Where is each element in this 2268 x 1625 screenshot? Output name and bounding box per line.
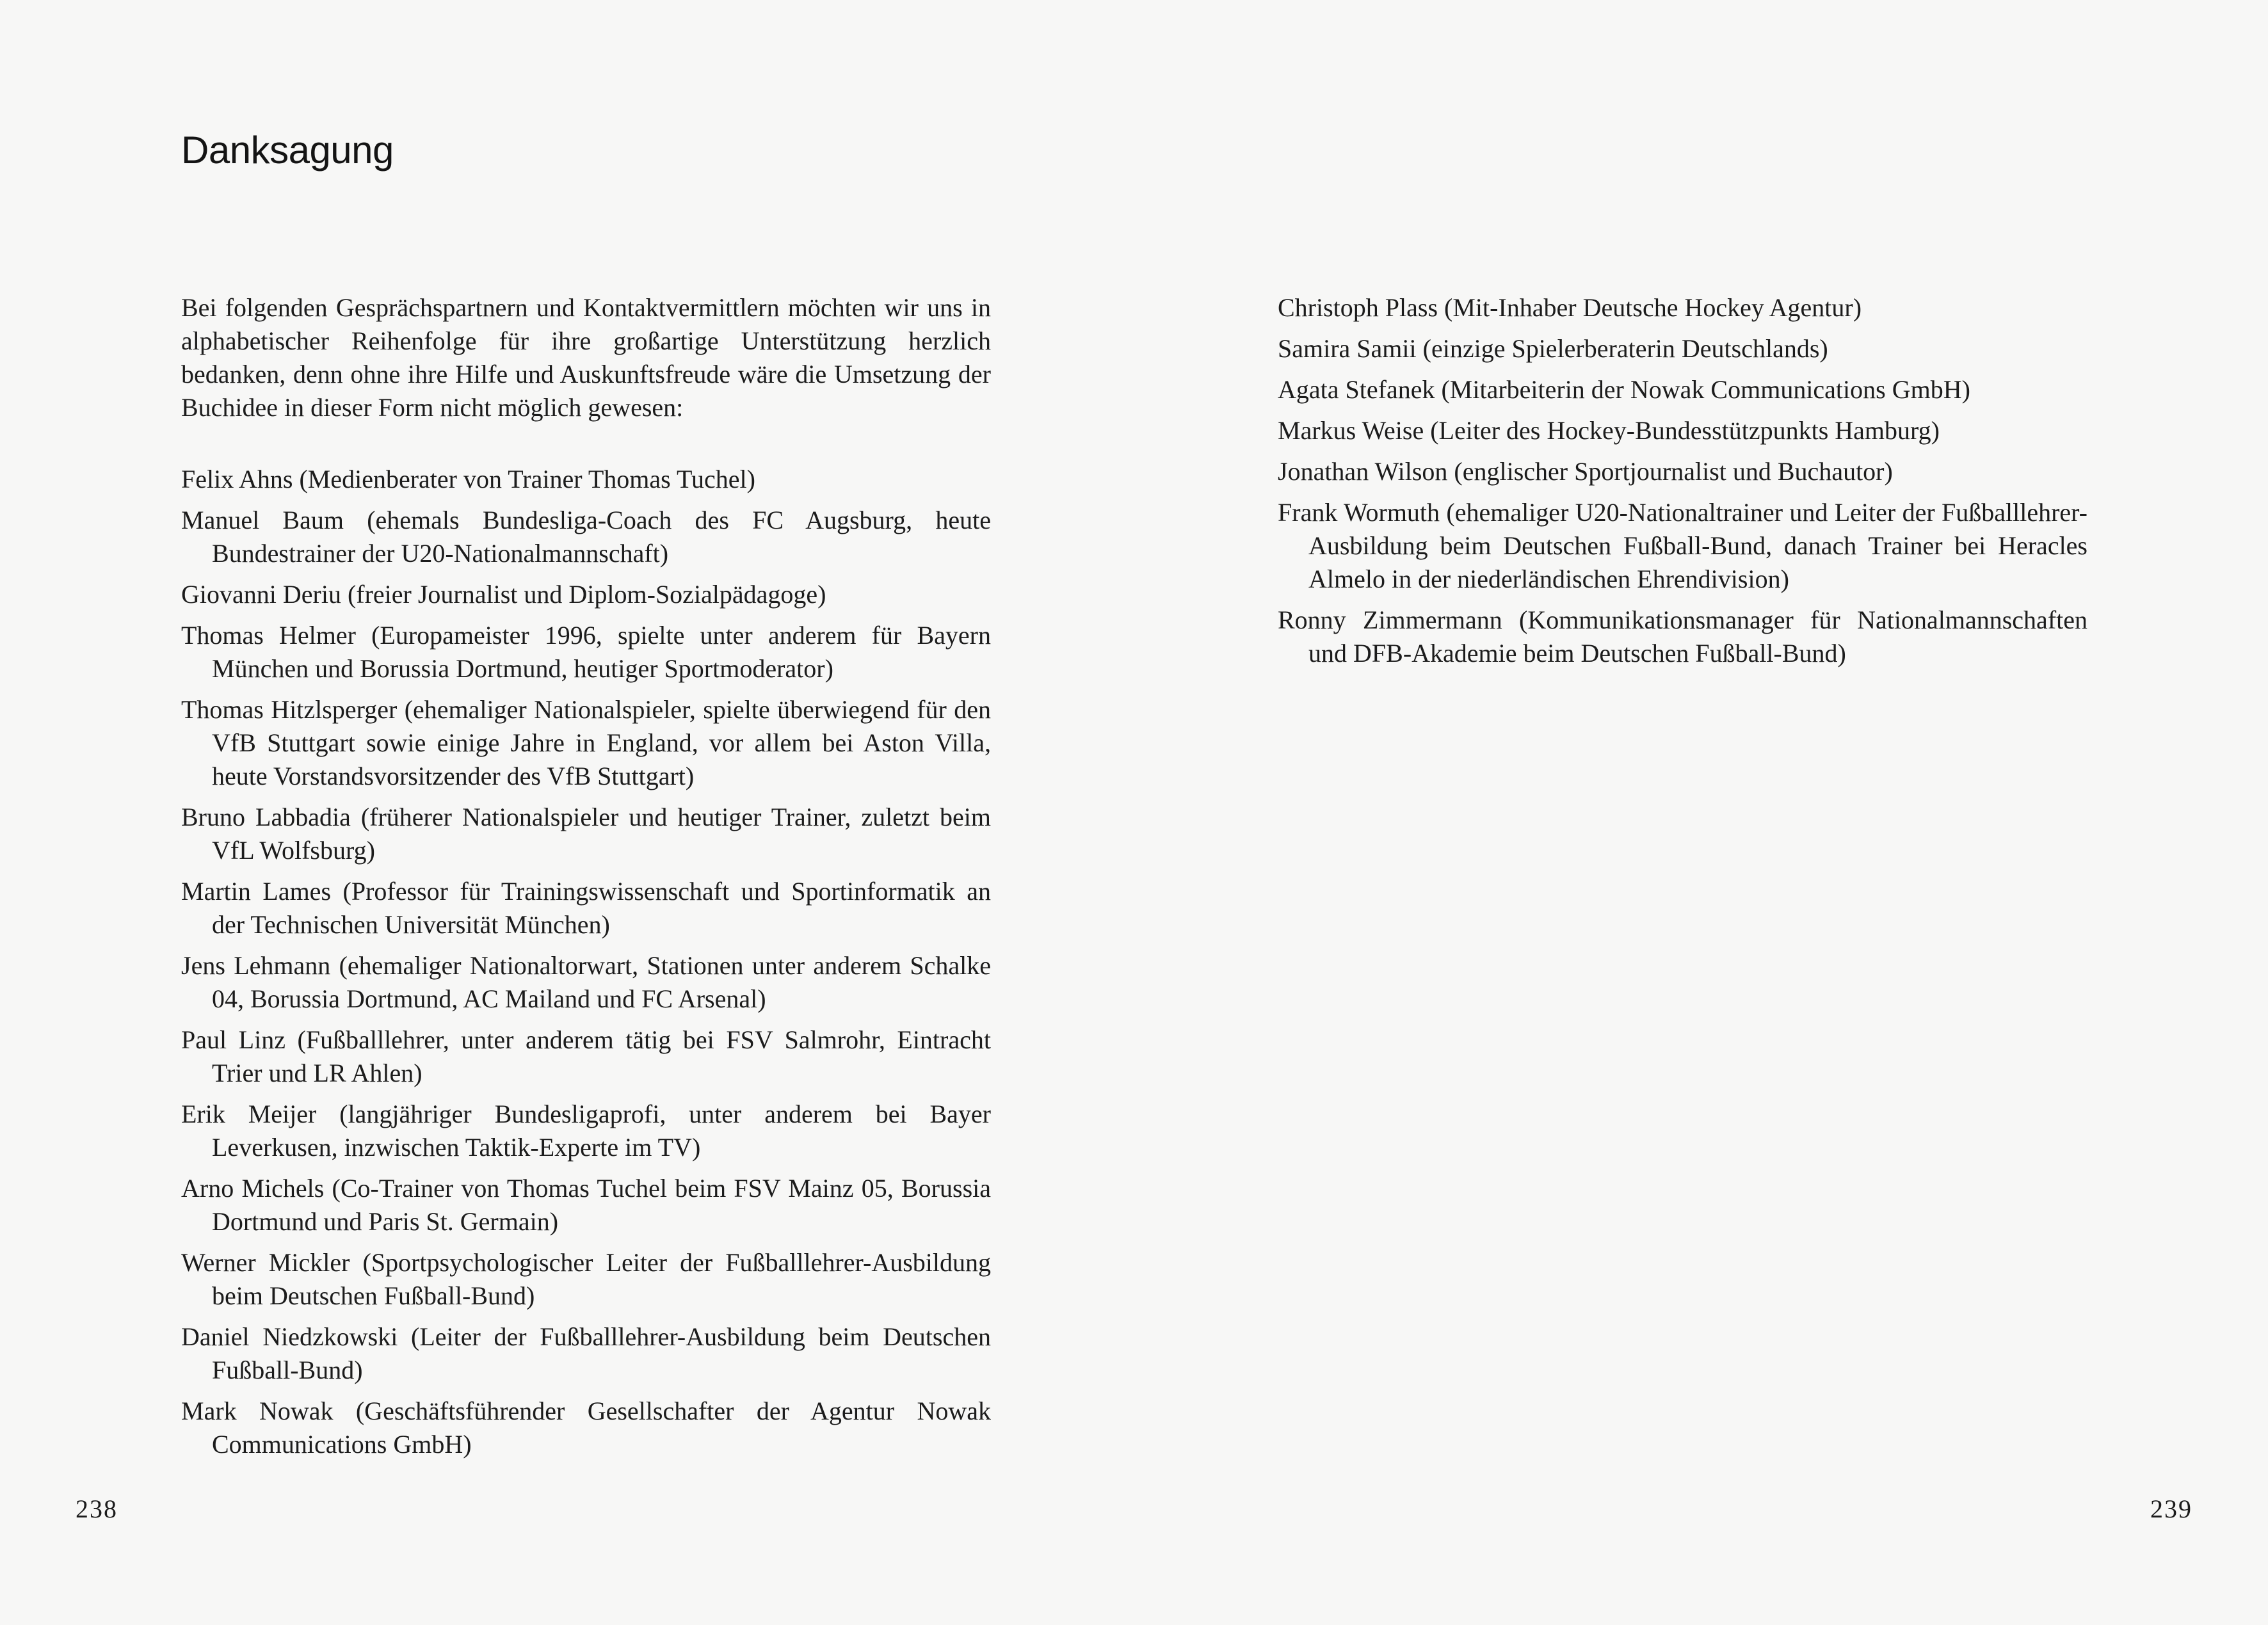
- acknowledgement-entry: Manuel Baum (ehemals Bundesliga-Coach des FC Augsburg, heute Bundestrainer der U20-Nationalmannschaft): [181, 506, 991, 568]
- acknowledgement-entry: Thomas Hitzlsperger (ehemaliger Nationalspieler, spielte überwiegend für den VfB Stuttgart sowie einige Jahre in England, vor allem bei Aston Villa, heute Vorstandsvorsitzender des VfB Stuttgart): [181, 695, 991, 790]
- acknowledgement-entry: Markus Weise (Leiter des Hockey-Bundesstützpunkts Hamburg): [1278, 416, 1940, 445]
- acknowledgement-entry: Martin Lames (Professor für Trainingswissenschaft und Sportinformatik an der Technischen Universität München): [181, 877, 991, 939]
- acknowledgement-entry: Giovanni Deriu (freier Journalist und Diplom-Sozialpädagoge): [181, 580, 826, 609]
- acknowledgement-entry: Jens Lehmann (ehemaliger Nationaltorwart, Stationen unter anderem Schalke 04, Borussia Dortmund, AC Mailand und FC Arsenal): [181, 951, 991, 1013]
- acknowledgement-entry: Paul Linz (Fußballlehrer, unter anderem tätig bei FSV Salmrohr, Eintracht Trier und LR Ahlen): [181, 1025, 991, 1087]
- acknowledgement-entry: Frank Wormuth (ehemaliger U20-Nationaltrainer und Leiter der Fußballlehrer-Ausbildung beim Deutschen Fußball-Bund, danach Trainer bei Heracles Almelo in der niederländischen Ehrendivision): [1278, 498, 2087, 593]
- acknowledgement-entry: Thomas Helmer (Europameister 1996, spielte unter anderem für Bayern München und Borussia Dortmund, heutiger Sportmoderator): [181, 621, 991, 683]
- acknowledgement-entry: Felix Ahns (Medienberater von Trainer Thomas Tuchel): [181, 465, 755, 493]
- acknowledgement-entry: Werner Mickler (Sportpsychologischer Leiter der Fußballlehrer-Ausbildung beim Deutschen Fußball-Bund): [181, 1248, 991, 1310]
- right-page: [1134, 0, 2268, 1625]
- page-number-right: 239: [2150, 1494, 2192, 1523]
- acknowledgement-entry: Jonathan Wilson (englischer Sportjournalist und Buchautor): [1278, 457, 1893, 486]
- acknowledgement-entry: Arno Michels (Co-Trainer von Thomas Tuchel beim FSV Mainz 05, Borussia Dortmund und Paris St. Germain): [181, 1174, 991, 1236]
- acknowledgement-entry: Samira Samii (einzige Spielerberaterin Deutschlands): [1278, 334, 1828, 363]
- acknowledgement-entry: Agata Stefanek (Mitarbeiterin der Nowak Communications GmbH): [1278, 375, 1970, 404]
- acknowledgement-entry: Christoph Plass (Mit-Inhaber Deutsche Hockey Agentur): [1278, 293, 1862, 322]
- intro-paragraph: Bei folgenden Gesprächspartnern und Kontaktvermittlern möchten wir uns in alphabetischer Reihenfolge für ihre großartige Unterstützung herzlich bedanken, denn ohne ihre Hilfe und Auskunftsfreude wäre die Umsetzung der Buchidee in dieser Form nicht möglich gewesen:: [181, 293, 991, 422]
- acknowledgement-entry: Ronny Zimmermann (Kommunikationsmanager für Nationalmannschaften und DFB-Akademie beim Deutschen Fußball-Bund): [1278, 605, 2087, 668]
- acknowledgement-list-left: [181, 463, 991, 1469]
- acknowledgement-entry: Mark Nowak (Geschäftsführender Gesellschafter der Agentur Nowak Communications GmbH): [181, 1397, 991, 1459]
- acknowledgement-entry: Daniel Niedzkowski (Leiter der Fußballlehrer-Ausbildung beim Deutschen Fußball-Bund): [181, 1322, 991, 1384]
- page-number-left: 238: [76, 1494, 118, 1523]
- acknowledgement-entry: Erik Meijer (langjähriger Bundesligaprofi, unter anderem bei Bayer Leverkusen, inzwischen Taktik-Experte im TV): [181, 1100, 991, 1162]
- acknowledgement-entry: Bruno Labbadia (früherer Nationalspieler und heutiger Trainer, zuletzt beim VfL Wolfsburg): [181, 803, 991, 865]
- acknowledgement-list-right: [1278, 291, 2087, 678]
- page-title: Danksagung: [181, 129, 394, 172]
